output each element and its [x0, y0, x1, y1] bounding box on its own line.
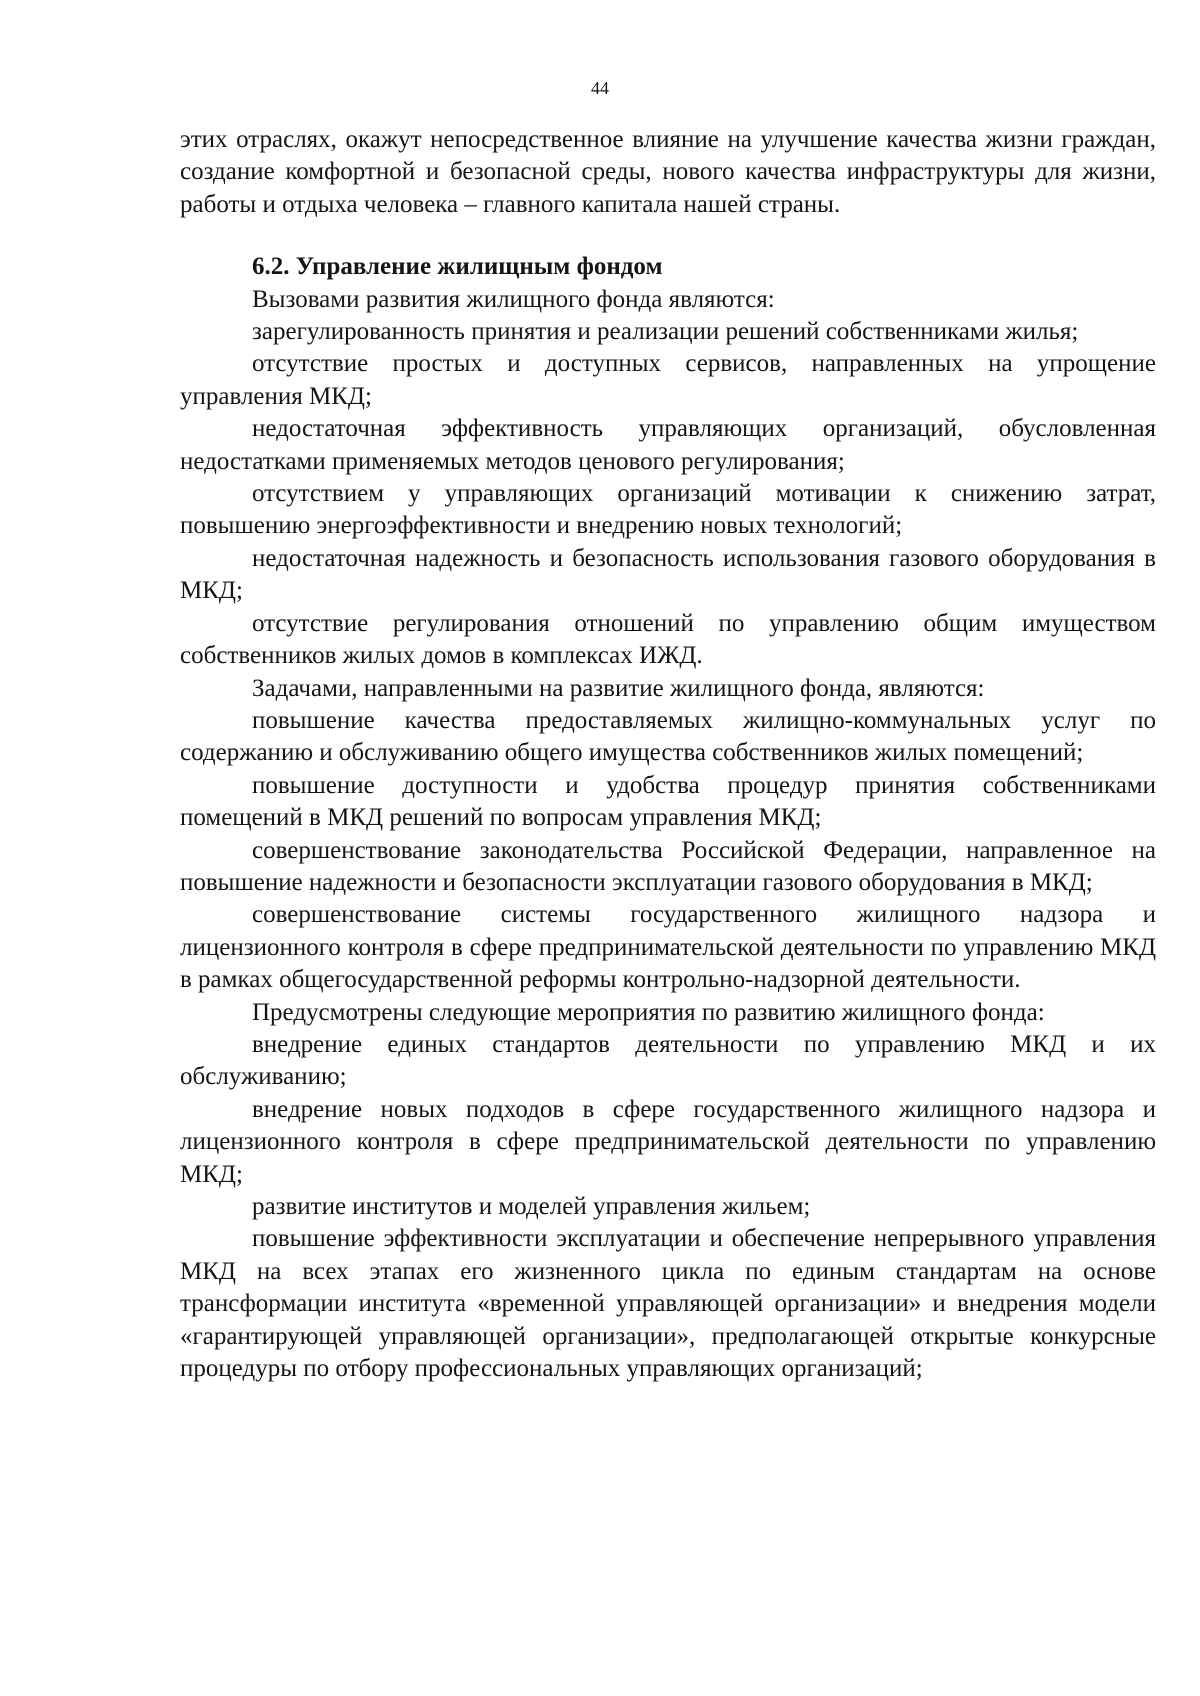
section-title: 6.2. Управление жилищным фондом	[252, 253, 663, 281]
measure-item: внедрение новых подходов в сфере государственного жилищного надзора и лицензионного контроля в сфере предпринимательской деятельности по управлению МКД;	[180, 1095, 1156, 1188]
challenge-item: отсутствием у управляющих организаций мотивации к снижению затрат, повышению энергоэффективности и внедрению новых технологий;	[180, 480, 1156, 540]
challenge-item: недостаточная надежность и безопасность использования газового оборудования в МКД;	[180, 544, 1156, 605]
task-item: повышение доступности и удобства процедур принятия собственниками помещений в МКД решений по вопросам управления МКД;	[180, 771, 1156, 832]
tasks-lead: Задачами, направленными на развитие жилищного фонда, являются:	[252, 674, 985, 702]
challenge-item: отсутствие простых и доступных сервисов, направленных на упрощение управления МКД;	[180, 350, 1156, 410]
task-item: повышение качества предоставляемых жилищно-коммунальных услуг по содержанию и обслуживанию общего имущества собственников жилых помещений;	[180, 706, 1156, 767]
document-body	[180, 124, 1156, 1385]
challenges-lead: Вызовами развития жилищного фонда являются:	[252, 285, 775, 313]
intro-paragraph: этих отраслях, окажут непосредственное влияние на улучшение качества жизни граждан, создание комфортной и безопасной среды, нового качества инфраструктуры для жизни, работы и отдыха человека – главного капитала нашей страны.	[180, 126, 1156, 218]
task-item: совершенствование системы государственного жилищного надзора и лицензионного контроля в сфере предпринимательской деятельности по управлению МКД в рамках общегосударственной реформы контрольно-надзорной деятельности.	[180, 901, 1156, 994]
measure-item: повышение эффективности эксплуатации и обеспечение непрерывного управления МКД на всех этапах его жизненного цикла по единым стандартам на основе трансформации института «временной управляющей организации» и внедрения модели «гарантирующей управляющей организации», предполагающей открытые конкурсные процедуры по отбору профессиональных управляющих организаций;	[180, 1225, 1156, 1383]
page-number: 44	[591, 78, 609, 98]
task-item: совершенствование законодательства Российской Федерации, направленное на повышение надежности и безопасности эксплуатации газового оборудования в МКД;	[180, 836, 1156, 896]
measure-item: развитие институтов и моделей управления жильем;	[252, 1193, 811, 1220]
measures-lead: Предусмотрены следующие мероприятия по развитию жилищного фонда:	[252, 998, 1045, 1026]
challenge-item: отсутствие регулирования отношений по управлению общим имуществом собственников жилых домов в комплексах ИЖД.	[180, 609, 1156, 670]
challenge-item: недостаточная эффективность управляющих организаций, обусловленная недостатками применяемых методов ценового регулирования;	[180, 415, 1156, 475]
challenge-item: зарегулированность принятия и реализации решений собственниками жилья;	[252, 318, 1079, 346]
measure-item: внедрение единых стандартов деятельности по управлению МКД и их обслуживанию;	[180, 1030, 1156, 1091]
